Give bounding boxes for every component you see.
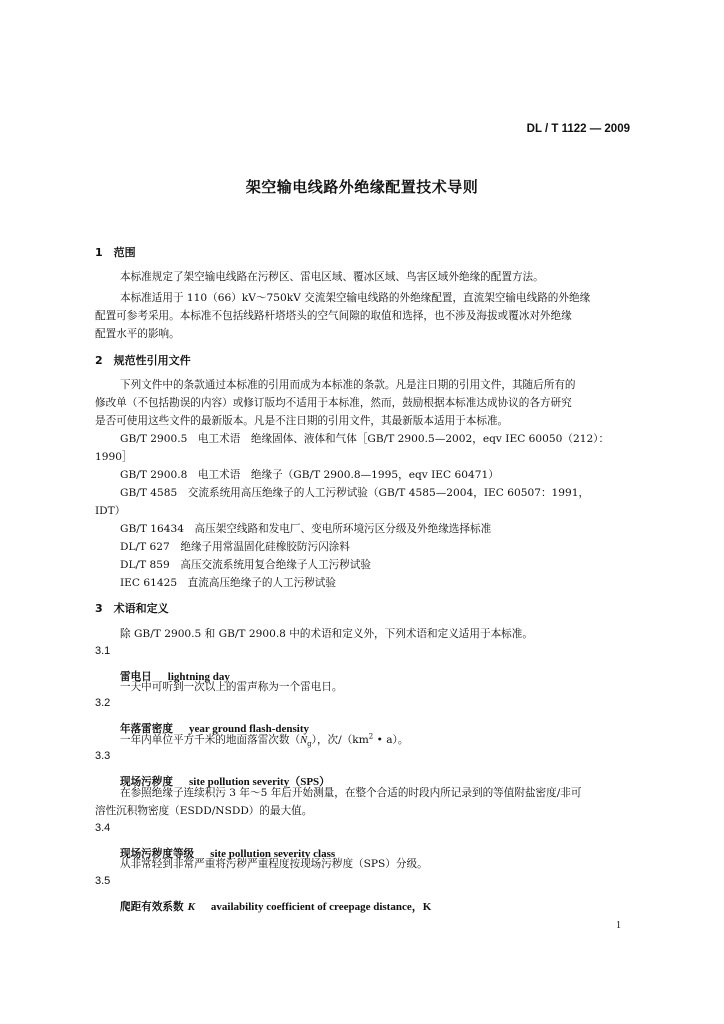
section-3-heading: 3 术语和定义 [95, 602, 169, 615]
document-title: 架空输电线路外绝缘配置技术导则 [245, 178, 479, 196]
reference-item: IDT） [95, 505, 126, 517]
term-definition [120, 732, 408, 748]
term-name-en: availability coefficient of creepage distance，K [210, 901, 432, 913]
term-number: 3.1 [95, 645, 111, 657]
section-1-paragraph: 本标准适用于 110（66）kV～750kV 交流架空输电线路的外绝缘配置，直流架空输电线路的外绝缘 [120, 292, 591, 304]
term-name-en: site pollution severity class [210, 848, 336, 860]
reference-item: GB/T 2900.5 电工术语 绝缘固体、液体和气体［GB/T 2900.5—2002，eqv IEC 60050（212）： [120, 433, 610, 445]
section-2-paragraph: 下列文件中的条款通过本标准的引用而成为本标准的条款。凡是注日期的引用文件，其随后所有的 [120, 379, 576, 391]
term-name-en: lightning day [167, 671, 230, 683]
term-name-en: site pollution severity（SPS） [188, 776, 331, 788]
symbol-n: N [300, 735, 308, 746]
section-1-paragraph: 配置可参考采用。本标准不包括线路杆塔塔头的空气间隙的取值和选择，也不涉及海拔或覆冰对外绝缘 [95, 310, 572, 322]
term-name-en: year ground flash-density [188, 723, 309, 735]
term-definition: 一天中可听到一次以上的雷声称为一个雷电日。 [120, 681, 343, 693]
term-definition: 从非常轻到非常严重将污秽严重程度按现场污秽度（SPS）分级。 [120, 858, 428, 870]
section-3-intro: 除 GB/T 2900.5 和 GB/T 2900.8 中的术语和定义外，下列术语和定义适用于本标准。 [120, 628, 533, 640]
term-name-cn: 现场污秽度 [120, 776, 173, 788]
section-2-heading: 2 规范性引用文件 [95, 354, 191, 367]
section-1-paragraph: 配置水平的影响。 [95, 328, 180, 340]
reference-item: GB/T 4585 交流系统用高压绝缘子的人工污秽试验（GB/T 4585—2004，IEC 60507：1991， [120, 487, 590, 499]
definition-text: 一年内单位平方千米的地面落雷次数（ [120, 734, 301, 746]
term-definition: 溶性沉积物密度（ESDD/NSDD）的最大值。 [95, 805, 313, 817]
section-1-heading: 1 范围 [95, 246, 136, 259]
reference-item: DL/T 627 绝缘子用常温固化硅橡胶防污闪涂料 [120, 541, 350, 553]
symbol-subscript: g [307, 740, 312, 749]
unit-superscript: 2 [368, 732, 374, 741]
term-number: 3.3 [95, 750, 111, 762]
term-name-cn: 雷电日 [120, 671, 152, 683]
document-code: DL / T 1122 — 2009 [526, 123, 630, 135]
term-number: 3.5 [95, 875, 111, 887]
section-2-paragraph: 修改单（不包括勘误的内容）或修订版均不适用于本标准，然而，鼓励根据本标准达成协议的各方研究 [95, 397, 572, 409]
reference-item: IEC 61425 直流高压绝缘子的人工污秽试验 [120, 577, 336, 589]
definition-text: • a）。 [373, 734, 409, 746]
term-definition: 在参照绝缘子连续积污 3 年～5 年后开始测量，在整个合适的时段内所记录到的等值附盐密度/非可 [120, 787, 582, 799]
section-2-paragraph: 是否可使用这些文件的最新版本。凡是不注日期的引用文件，其最新版本适用于本标准。 [95, 415, 509, 427]
term-number: 3.2 [95, 697, 111, 709]
term-name-cn: 现场污秽度等级 [120, 848, 195, 860]
section-1-paragraph: 本标准规定了架空输电线路在污秽区、雷电区域、覆冰区域、鸟害区域外绝缘的配置方法。 [120, 271, 544, 283]
page-number: 1 [616, 920, 621, 931]
term-name-cn: 年落雷密度 [120, 723, 173, 735]
reference-item: GB/T 16434 高压架空线路和发电厂、变电所环境污区分级及外绝缘选择标准 [120, 523, 492, 535]
term-number: 3.4 [95, 822, 111, 834]
term-name-cn: 爬距有效系数 [120, 901, 184, 913]
term-heading [120, 892, 431, 915]
reference-item: 1990］ [95, 451, 133, 463]
reference-item: DL/T 859 高压交流系统用复合绝缘子人工污秽试验 [120, 559, 372, 571]
reference-item: GB/T 2900.8 电工术语 绝缘子（GB/T 2900.8—1995，eqv IEC 60471） [120, 469, 499, 481]
term-symbol: K [187, 901, 195, 913]
definition-text: ），次/（km [311, 734, 369, 746]
